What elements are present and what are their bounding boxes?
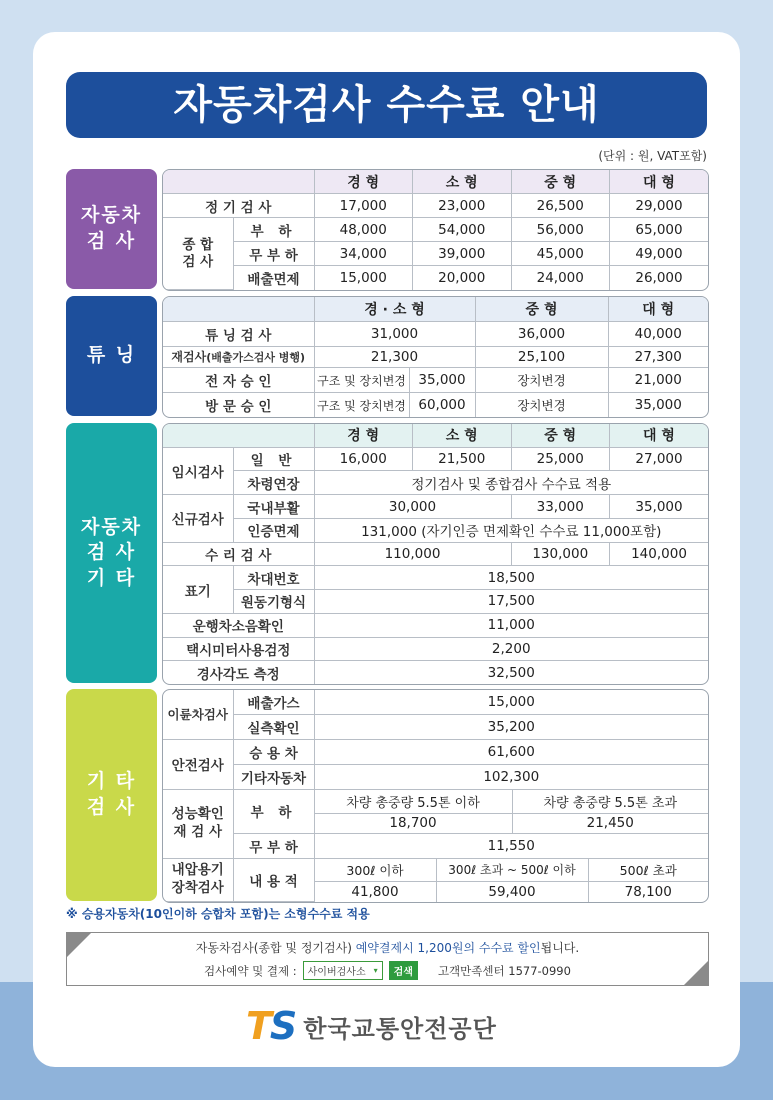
- promo-controls: [67, 961, 708, 980]
- section-label-other-inspection: 자동차 검 사 기 타: [66, 423, 157, 683]
- table-row: 원동기형식 17,500: [163, 590, 708, 614]
- section-label-etc-inspection: 기 타 검 사: [66, 689, 157, 901]
- table-row: 이륜차검사 배출가스 15,000: [163, 690, 708, 714]
- reservation-label: 검사예약 및 결제 :: [204, 963, 297, 978]
- header-cell: 경 · 소 형: [314, 297, 475, 321]
- header-cell: 대 형: [610, 424, 709, 447]
- table-row: 튜 닝 검 사 31,000 36,000 40,000: [163, 321, 708, 346]
- promo-text: 자동차검사(종합 및 정기검사) 예약결제시 1,200원의 수수료 할인됩니다.: [195, 941, 580, 955]
- table-row: 실측확인 35,200: [163, 714, 708, 739]
- table-row: 차령연장 정기검사 및 종합검사 수수료 적용: [163, 471, 708, 495]
- table-tuning: [162, 296, 709, 418]
- table-row: 무 부 하 34,000 39,000 45,000 49,000: [163, 242, 708, 266]
- search-button[interactable]: 검색: [389, 961, 418, 980]
- table-row: 정 기 검 사 17,000 23,000 26,500 29,000: [163, 194, 708, 218]
- customer-center: 고객만족센터 1577-0990: [437, 963, 571, 978]
- table-row: 경사각도 측정 32,500: [163, 661, 708, 684]
- ts-logo-mark: TS: [246, 1004, 296, 1048]
- unit-note: (단위 : 원, VAT포함): [598, 149, 707, 163]
- table-row: 41,800 59,400 78,100: [163, 881, 708, 901]
- section-label-inspection: 자동차 검 사: [66, 169, 157, 289]
- header-cell: 경 형: [314, 424, 413, 447]
- table-row: 표기 차대번호 18,500: [163, 566, 708, 590]
- promo-box: [66, 932, 709, 986]
- table-row: 18,700 21,450: [163, 813, 708, 833]
- header-cell: 소 형: [413, 170, 512, 194]
- table-other-inspection: [162, 423, 709, 685]
- table-row: 수 리 검 사 110,000 130,000 140,000: [163, 542, 708, 566]
- table-row: 임시검사 일 반 16,000 21,500 25,000 27,000: [163, 447, 708, 471]
- org-name: 한국교통안전공단: [303, 1014, 497, 1043]
- reservation-select[interactable]: 사이버검사소 ▾: [303, 961, 383, 980]
- ts-logo: [246, 1004, 497, 1048]
- page-title: 자동차검사 수수료 안내: [66, 72, 707, 138]
- table-etc-inspection: [162, 689, 709, 903]
- table-row: 내압용기 장착검사 내 용 적 300ℓ 이하 300ℓ 초과 ~ 500ℓ 이하 500ℓ 초과: [163, 858, 708, 881]
- table-row: 운행차소음확인 11,000: [163, 613, 708, 637]
- header-cell: 중 형: [511, 170, 610, 194]
- table-inspection: [162, 169, 709, 291]
- header-cell: 중 형: [511, 424, 610, 447]
- table-row: 안전검사 승 용 차 61,600: [163, 739, 708, 764]
- header-cell: 대 형: [608, 297, 708, 321]
- header-cell: 대 형: [610, 170, 709, 194]
- section-label-tuning: 튜 닝: [66, 296, 157, 416]
- header-cell: 중 형: [475, 297, 608, 321]
- table-row: 종 합 검 사 부 하 48,000 54,000 56,000 65,000: [163, 218, 708, 242]
- table-row: 무 부 하 11,550: [163, 833, 708, 858]
- table-row: 인증면제 131,000 (자기인증 면제확인 수수료 11,000포함): [163, 518, 708, 542]
- table-row: 신규검사 국내부활 30,000 33,000 35,000: [163, 495, 708, 519]
- table-row: 성능확인 재 검 사 부 하 차량 총중량 5.5톤 이하 차량 총중량 5.5톤 초과: [163, 789, 708, 813]
- header-cell: 소 형: [413, 424, 512, 447]
- table-row: 택시미터사용검정 2,200: [163, 637, 708, 661]
- table-row: 방 문 승 인 구조 및 장치변경 60,000 장치변경 35,000: [163, 393, 708, 417]
- footnote: ※ 승용자동차(10인이하 승합차 포함)는 소형수수료 적용: [66, 907, 370, 921]
- header-cell: 경 형: [314, 170, 413, 194]
- chevron-down-icon: ▾: [373, 966, 378, 975]
- table-row: 전 자 승 인 구조 및 장치변경 35,000 장치변경 21,000: [163, 368, 708, 393]
- table-row: 배출면제 15,000 20,000 24,000 26,000: [163, 266, 708, 290]
- table-row: 기타자동차 102,300: [163, 764, 708, 789]
- table-row: 재검사(배출가스검사 병행) 21,300 25,100 27,300: [163, 346, 708, 367]
